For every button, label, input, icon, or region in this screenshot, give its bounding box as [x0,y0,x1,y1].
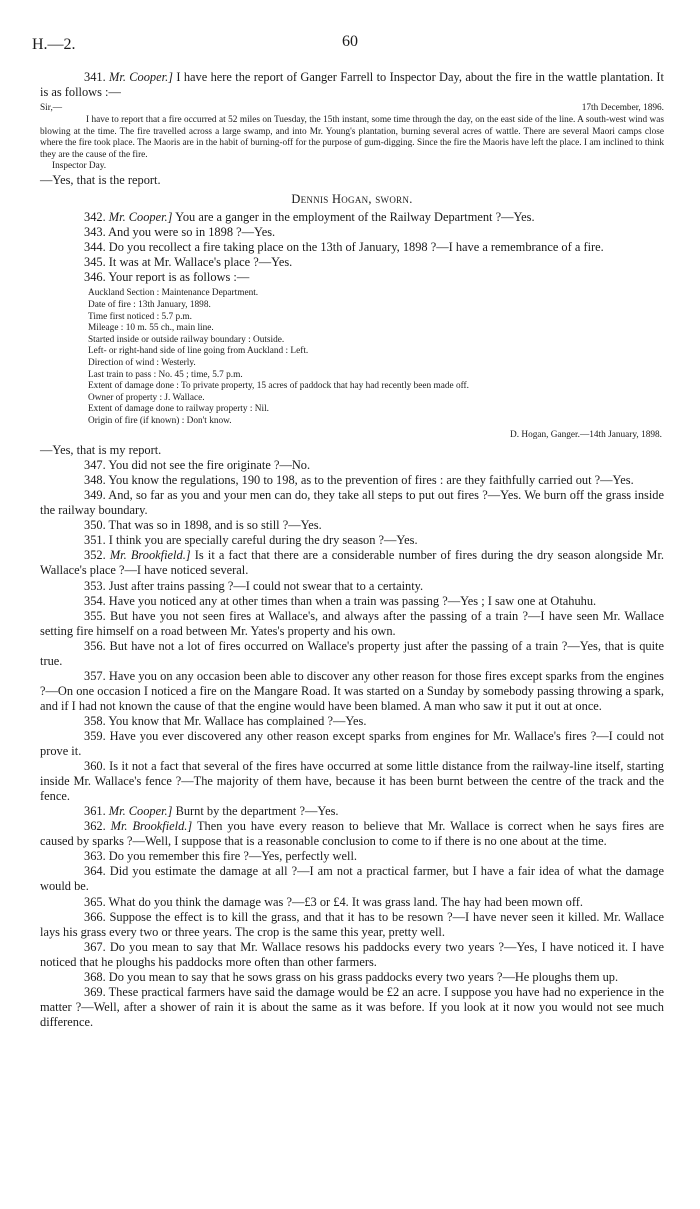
document-body [40,70,664,1030]
report-line: Auckland Section : Maintenance Department. [88,288,259,299]
question-358: 358. You know that Mr. Wallace has complained ?—Yes. [84,713,367,728]
question-354: 354. Have you noticed any at other times than when a train was passing ?—Yes ; I saw one at Otahuhu. [84,593,597,608]
question-351: 351. I think you are specially careful during the dry season ?—Yes. [84,533,418,548]
question-357: 357. Have you on any occasion been able to discover any other reason for those fires except sparks from the engines ?—On one occasion I noticed a fire on the Mangare Road. It was started on a Sunday by somebody passing throwing a spark, and if I had not known the cause of that the engine would have been blamed. A man who saw it put it out at once. [40,668,664,713]
report-line: Extent of damage done to railway property : Nil. [88,404,269,415]
question-346: 346. Your report is as follows :— [84,270,250,285]
question-356: 356. But have not a lot of fires occurred on Wallace's property just after the passing of a train ?—Yes, that is quite true. [40,638,664,668]
speaker: Mr. Cooper.] [109,70,173,84]
question-345: 345. It was at Mr. Wallace's place ?—Yes. [84,255,293,270]
speaker: Mr. Cooper.] [108,804,173,819]
question-359: 359. Have you ever discovered any other reason except sparks from engines for Mr. Wallace's fires ?—I could not prove it. [40,729,664,759]
answer-346: —Yes, that is my report. [40,443,162,458]
report-line: Started inside or outside railway boundary : Outside. [88,334,285,345]
witness-heading: Dennis Hogan, sworn. [291,192,413,207]
speaker: Mr. Brookfield.] [110,819,193,834]
question-369: 369. These practical farmers have said the damage would be £2 an acre. I suppose you have had no experience in the matter ?—Well, after a shower of rain it is about the same as it was before. If you look at it now you would not see much difference. [40,984,664,1029]
fire-report [40,288,664,441]
question-342: 342. Mr. Cooper.] You are a ganger in the employment of the Railway Department ?—Yes. [84,210,535,225]
question-364: 364. Did you estimate the damage at all ?—I am not a practical farmer, but I have a fair idea of what the damage would be. [40,864,664,894]
question-355: 355. But have you not seen fires at Wallace's, and always after the passing of a train ?—I have seen Mr. Wallace setting fire himself on a road between Mr. Yates's property and his own. [40,608,664,638]
question-349: 349. And, so far as you and your men can do, they take all steps to put out fires ?—Yes. We burn off the grass inside the railway boundary. [40,488,664,518]
question-348: 348. You know the regulations, 190 to 198, as to the prevention of fires : are they faithfully carried out ?—Yes. [84,473,634,488]
report-line: Time first noticed : 5.7 p.m. [88,311,192,322]
report-signature: D. Hogan, Ganger.—14th January, 1898. [510,429,662,440]
letter-addressee: Inspector Day. [52,161,107,172]
letter-salutation: Sir,— [40,103,63,114]
report-line: Direction of wind : Westerly. [88,357,196,368]
page-number: 60 [342,33,358,50]
speaker: Mr. Cooper.] [108,210,173,225]
question-352: 352. Mr. Brookfield.] Is it a fact that there are a considerable number of fires during the dry season alongside Mr. Wallace's place ?—I have noticed several. [40,548,664,578]
report-line: Left- or right-hand side of line going from Auckland : Left. [88,346,309,357]
letter-body: I have to report that a fire occurred at 52 miles on Tuesday, the 15th instant, some time through the day, on the east side of the line. A south-west wind was blowing at the time. The fire travelled across a large swamp, and into Mr. Young's plantation, burning several acres of wattle. There are several Maori camps close where the fire took place. The Maoris are in the habit of burning-off for the purpose of gum-digging. Since the fire the Maoris have left the place. I am inclined to think they are the cause of the fire. [40,115,664,160]
report-line: Last train to pass : No. 45 ; time, 5.7 p.m. [88,369,243,380]
report-line: Origin of fire (if known) : Don't know. [88,415,232,426]
question-363: 363. Do you remember this fire ?—Yes, perfectly well. [84,849,357,864]
question-361: 361. Mr. Cooper.] Burnt by the department ?—Yes. [84,804,339,819]
letter-date: 17th December, 1896. [581,103,664,114]
question-366: 366. Suppose the effect is to kill the grass, and that it has to be resown ?—I have never seen it killed. Mr. Wallace lays his grass every two or three years. The crop is the same this year, pretty well. [40,909,664,939]
question-341: 341. Mr. Cooper.] I have here the report of Ganger Farrell to Inspector Day, about the fire in the wattle plantation. It is as follows :— [40,70,664,100]
question-368: 368. Do you mean to say that he sows grass on his grass paddocks every two years ?—He ploughs them up. [84,969,619,984]
question-367: 367. Do you mean to say that Mr. Wallace resows his paddocks every two years ?—Yes, I have noticed it. I have noticed that he ploughs his paddocks more often than other farmers. [40,939,664,969]
speaker: Mr. Brookfield.] [109,548,191,563]
answer-341: —Yes, that is the report. [40,173,161,188]
report-line: Mileage : 10 m. 55 ch., main line. [88,323,214,334]
question-365: 365. What do you think the damage was ?—£3 or £4. It was grass land. The hay had been mown off. [84,894,583,909]
document-code: H.—2. [32,36,76,53]
question-353: 353. Just after trains passing ?—I could not swear that to a certainty. [84,578,424,593]
question-343: 343. And you were so in 1898 ?—Yes. [84,225,276,240]
question-360: 360. Is it not a fact that several of the fires have occurred at some little distance from the railway-line itself, starting inside Mr. Wallace's fence ?—The majority of them have, because it has been burnt between the centre of the track and the fence. [40,759,664,804]
question-344: 344. Do you recollect a fire taking place on the 13th of January, 1898 ?—I have a remembrance of a fire. [84,240,604,255]
question-347: 347. You did not see the fire originate ?—No. [84,458,311,473]
question-350: 350. That was so in 1898, and is so still ?—Yes. [84,518,322,533]
report-line: Date of fire : 13th January, 1898. [88,299,211,310]
question-362: 362. Mr. Brookfield.] Then you have every reason to believe that Mr. Wallace is correct when he says fires are caused by sparks ?—Well, I suppose that is a reasonable conclusion to come to if there is no one about at the time. [40,819,664,849]
report-line: Owner of property : J. Wallace. [88,392,205,403]
letter [40,103,664,173]
report-line: Extent of damage done : To private property, 15 acres of paddock that hay had recently been made off. [88,381,469,392]
